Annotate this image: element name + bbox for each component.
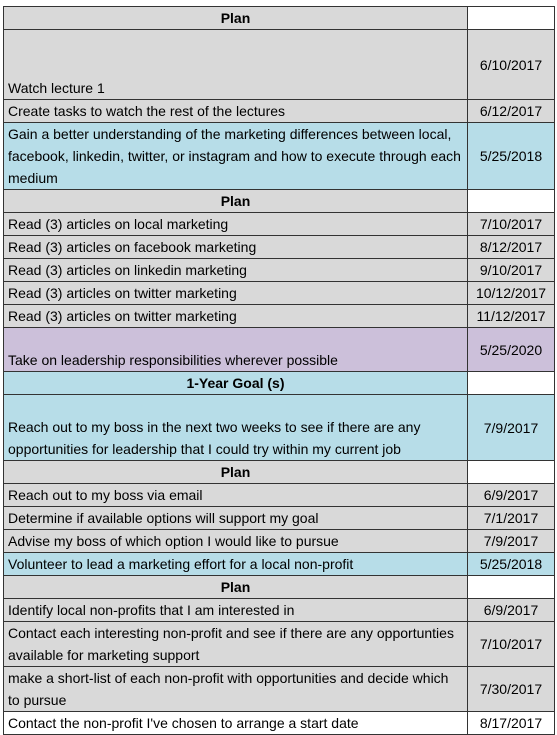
section-header-row <box>4 7 555 30</box>
task-row <box>4 395 555 461</box>
task-row <box>4 305 555 328</box>
task-cell[interactable]: Reach out to my boss in the next two weeks to see if there are any opportunities for leadership that I could try within my current job <box>4 395 468 461</box>
task-row <box>4 328 555 372</box>
task-row <box>4 712 555 735</box>
date-cell[interactable]: 7/9/2017 <box>468 530 555 553</box>
task-row <box>4 530 555 553</box>
plan-table <box>3 6 555 735</box>
task-row <box>4 123 555 190</box>
date-cell[interactable]: 5/25/2018 <box>468 123 555 190</box>
task-cell[interactable]: Identify local non-profits that I am interested in <box>4 599 468 622</box>
task-row <box>4 667 555 712</box>
date-cell[interactable]: 6/10/2017 <box>468 30 555 100</box>
task-row <box>4 236 555 259</box>
task-cell[interactable]: Gain a better understanding of the marketing differences between local, facebook, linkedin, twitter, or instagram and how to execute through each medium <box>4 123 468 190</box>
task-cell[interactable]: Take on leadership responsibilities wherever possible <box>4 328 468 372</box>
date-cell[interactable]: 6/9/2017 <box>468 599 555 622</box>
date-cell[interactable]: 11/12/2017 <box>468 305 555 328</box>
date-cell[interactable]: 6/12/2017 <box>468 100 555 123</box>
date-cell[interactable]: 6/9/2017 <box>468 484 555 507</box>
task-row <box>4 213 555 236</box>
task-cell[interactable]: Volunteer to lead a marketing effort for a local non-profit <box>4 553 468 576</box>
section-header-cell[interactable]: 1-Year Goal (s) <box>4 372 468 395</box>
date-cell[interactable]: 7/1/2017 <box>468 507 555 530</box>
task-cell[interactable]: Contact the non-profit I've chosen to arrange a start date <box>4 712 468 735</box>
task-row <box>4 599 555 622</box>
date-cell[interactable]: 8/17/2017 <box>468 712 555 735</box>
header-date-cell[interactable] <box>468 7 555 30</box>
task-cell[interactable]: Determine if available options will support my goal <box>4 507 468 530</box>
date-cell[interactable]: 7/30/2017 <box>468 667 555 712</box>
task-cell[interactable]: Read (3) articles on local marketing <box>4 213 468 236</box>
task-row <box>4 282 555 305</box>
date-cell[interactable]: 8/12/2017 <box>468 236 555 259</box>
task-row <box>4 484 555 507</box>
date-cell[interactable]: 10/12/2017 <box>468 282 555 305</box>
task-cell[interactable]: Contact each interesting non-profit and see if there are any opportunties available for marketing support <box>4 622 468 667</box>
header-date-cell[interactable] <box>468 190 555 213</box>
date-cell[interactable]: 7/9/2017 <box>468 395 555 461</box>
section-header-cell[interactable]: Plan <box>4 461 468 484</box>
task-cell[interactable]: Create tasks to watch the rest of the lectures <box>4 100 468 123</box>
section-header-row <box>4 372 555 395</box>
date-cell[interactable]: 5/25/2020 <box>468 328 555 372</box>
date-cell[interactable]: 7/10/2017 <box>468 622 555 667</box>
section-header-cell[interactable]: Plan <box>4 7 468 30</box>
task-cell[interactable]: Watch lecture 1 <box>4 30 468 100</box>
task-cell[interactable]: Read (3) articles on twitter marketing <box>4 282 468 305</box>
task-row <box>4 100 555 123</box>
task-row <box>4 259 555 282</box>
header-date-cell[interactable] <box>468 576 555 599</box>
task-row <box>4 30 555 100</box>
task-cell[interactable]: Read (3) articles on linkedin marketing <box>4 259 468 282</box>
task-cell[interactable]: Read (3) articles on facebook marketing <box>4 236 468 259</box>
section-header-row <box>4 576 555 599</box>
header-date-cell[interactable] <box>468 461 555 484</box>
task-cell[interactable]: Reach out to my boss via email <box>4 484 468 507</box>
task-cell[interactable]: Advise my boss of which option I would like to pursue <box>4 530 468 553</box>
task-cell[interactable]: Read (3) articles on twitter marketing <box>4 305 468 328</box>
section-header-cell[interactable]: Plan <box>4 576 468 599</box>
task-row <box>4 553 555 576</box>
plan-table-body <box>4 7 555 735</box>
date-cell[interactable]: 5/25/2018 <box>468 553 555 576</box>
section-header-row <box>4 190 555 213</box>
task-row <box>4 507 555 530</box>
date-cell[interactable]: 9/10/2017 <box>468 259 555 282</box>
section-header-cell[interactable]: Plan <box>4 190 468 213</box>
section-header-row <box>4 461 555 484</box>
task-cell[interactable]: make a short-list of each non-profit with opportunities and decide which to pursue <box>4 667 468 712</box>
task-row <box>4 622 555 667</box>
header-date-cell[interactable] <box>468 372 555 395</box>
date-cell[interactable]: 7/10/2017 <box>468 213 555 236</box>
